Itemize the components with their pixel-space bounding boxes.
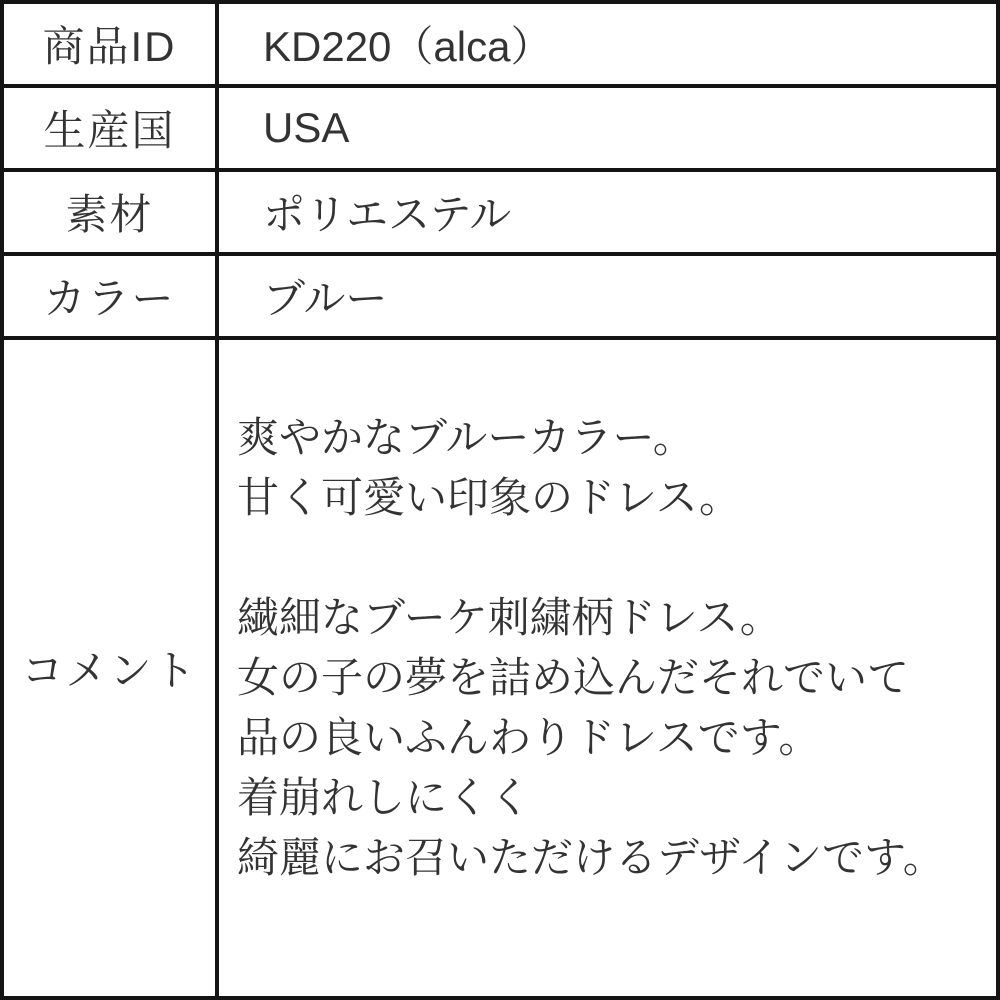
comment-line: 甘く可愛い印象のドレス。 [237, 474, 742, 521]
row-value-comment [219, 340, 996, 996]
comment-line: 爽やかなブルーカラー。 [237, 414, 695, 461]
row-label-material: 素材 [4, 172, 219, 256]
row-label-comment: コメント [4, 340, 219, 996]
row-value-product-id: KD220（alca） [219, 4, 996, 88]
row-value-country: USA [219, 88, 996, 172]
comment-line: 着崩れしにくく [237, 774, 532, 821]
comment-line: 品の良いふんわりドレスです。 [237, 714, 821, 761]
row-value-material: ポリエステル [219, 172, 996, 256]
comment-line: 繊細なブーケ刺繍柄ドレス。 [237, 594, 782, 641]
comment-line: 綺麗にお召いただけるデザインです。 [237, 834, 945, 881]
row-label-country: 生産国 [4, 88, 219, 172]
row-value-color: ブルー [219, 256, 996, 340]
row-label-product-id: 商品ID [4, 4, 219, 88]
row-label-color: カラー [4, 256, 219, 340]
comment-line: 女の子の夢を詰め込んだそれでいて [237, 654, 910, 701]
